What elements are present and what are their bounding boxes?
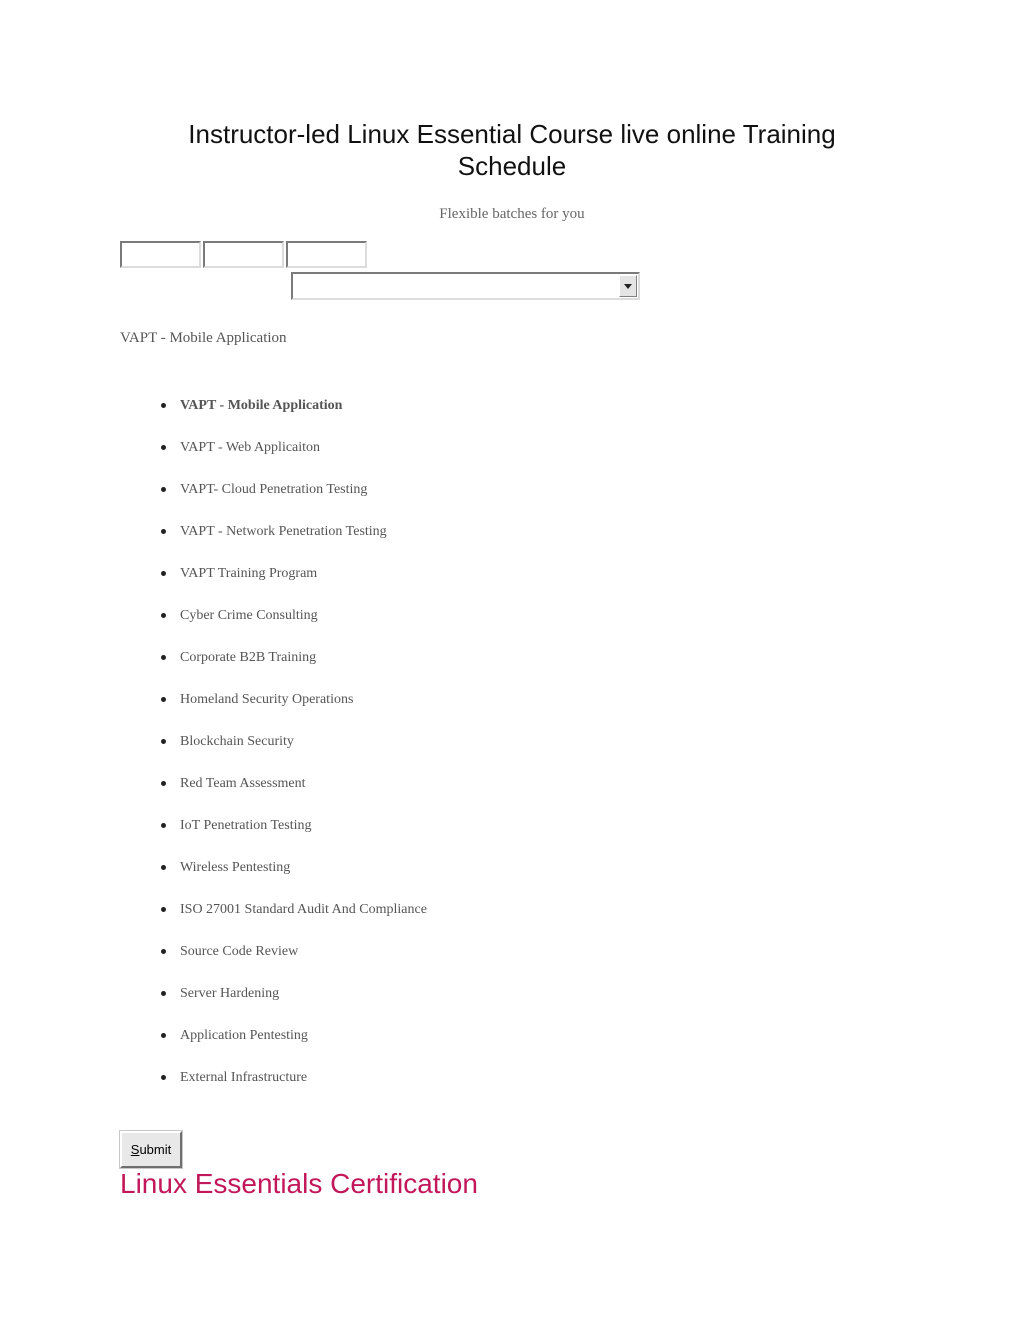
- service-option[interactable]: Homeland Security Operations: [160, 690, 427, 732]
- page-title: Instructor-led Linux Essential Course live online Training Schedule: [188, 119, 836, 181]
- service-option[interactable]: Blockchain Security: [160, 732, 427, 774]
- service-option[interactable]: VAPT- Cloud Penetration Testing: [160, 480, 427, 522]
- service-option[interactable]: Server Hardening: [160, 984, 427, 1026]
- submit-label-rest: ubmit: [139, 1142, 172, 1157]
- service-option[interactable]: External Infrastructure: [160, 1068, 427, 1110]
- date-input-month[interactable]: [203, 241, 284, 268]
- date-input-year[interactable]: [286, 241, 367, 268]
- submit-accesskey-letter: S: [130, 1142, 140, 1157]
- service-option[interactable]: VAPT Training Program: [160, 564, 427, 606]
- service-option[interactable]: Wireless Pentesting: [160, 858, 427, 900]
- service-option[interactable]: VAPT - Mobile Application: [160, 396, 427, 438]
- service-option[interactable]: Cyber Crime Consulting: [160, 606, 427, 648]
- service-option[interactable]: Corporate B2B Training: [160, 648, 427, 690]
- selected-service-label: VAPT - Mobile Application: [120, 330, 287, 346]
- service-option[interactable]: Red Team Assessment: [160, 774, 427, 816]
- service-option[interactable]: VAPT - Network Penetration Testing: [160, 522, 427, 564]
- page-subtitle: Flexible batches for you: [439, 206, 585, 222]
- service-option[interactable]: VAPT - Web Applicaiton: [160, 438, 427, 480]
- service-list: [160, 396, 427, 1110]
- certification-heading: Linux Essentials Certification: [120, 1168, 478, 1199]
- date-input-group: [120, 241, 369, 268]
- service-option[interactable]: Source Code Review: [160, 942, 427, 984]
- course-select-dropdown[interactable]: [291, 272, 640, 300]
- date-input-day[interactable]: [120, 241, 201, 268]
- service-option[interactable]: ISO 27001 Standard Audit And Compliance: [160, 900, 427, 942]
- chevron-down-icon[interactable]: [619, 275, 637, 297]
- submit-button[interactable]: [120, 1131, 182, 1168]
- service-option[interactable]: IoT Penetration Testing: [160, 816, 427, 858]
- service-option[interactable]: Application Pentesting: [160, 1026, 427, 1068]
